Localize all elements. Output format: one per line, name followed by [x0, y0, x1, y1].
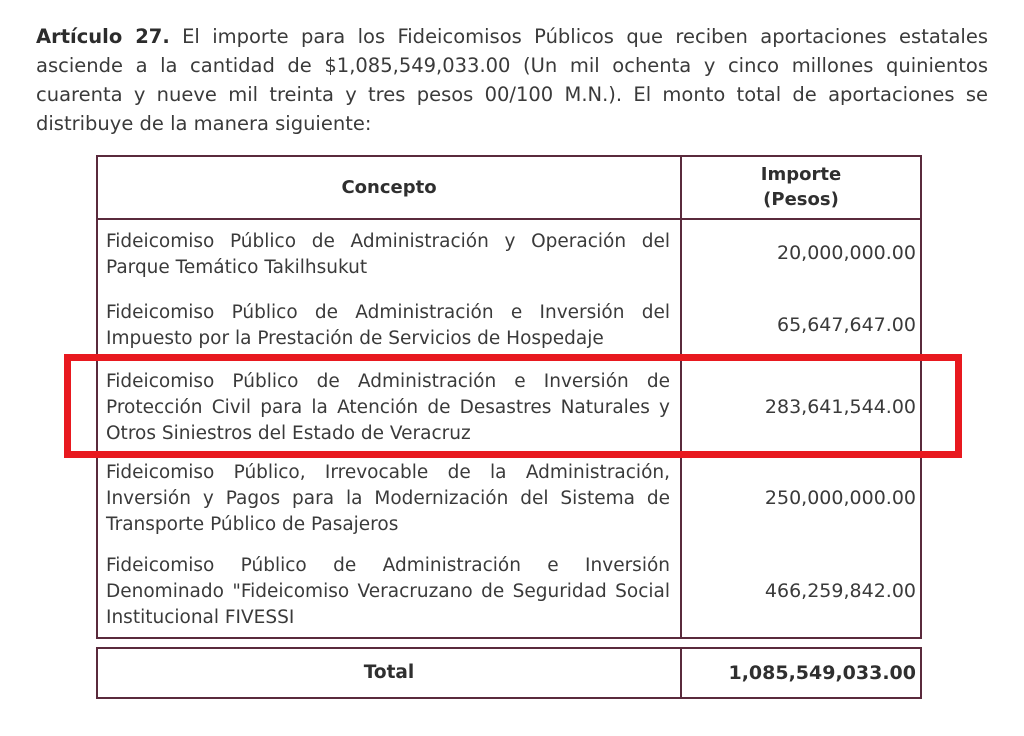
table-row-concepto: Fideicomiso Público de Administración y Operación del Parque Temático Takilhsukut: [106, 231, 670, 278]
header-importe-line2: (Pesos): [763, 189, 839, 210]
header-importe: [682, 162, 920, 212]
table-row-importe: 466,259,842.00: [764, 580, 916, 602]
article-paragraph: [36, 22, 988, 138]
article-heading: Artículo 27.: [36, 25, 170, 48]
table-row-importe: 283,641,544.00: [764, 396, 916, 418]
total-value: 1,085,549,033.00: [728, 662, 916, 684]
total-label: Total: [363, 662, 415, 683]
table-row-importe: 250,000,000.00: [764, 487, 916, 509]
table-row-concepto: Fideicomiso Público de Administración e Inversión Denominado "Fideicomiso Veracruzano de Seguridad Social Institucional FIVESSI: [106, 555, 670, 628]
table-row-concepto: Fideicomiso Público de Administración e Inversión del Impuesto por la Prestación de Servicios de Hospedaje: [106, 302, 670, 349]
header-importe-line1: Importe: [760, 164, 842, 185]
article-body: El importe para los Fideicomisos Públicos que reciben aportaciones estatales asciende a la cantidad de $1,085,549,033.00 (Un mil ochenta y cinco millones quinientos cuarenta y nueve mil treinta y tres pesos 00/100 M.N.). El monto total de aportaciones se distribuye de la manera siguiente:: [36, 25, 988, 135]
table-row-concepto: Fideicomiso Público, Irrevocable de la Administración, Inversión y Pagos para la Modernización del Sistema de Transporte Público de Pasajeros: [106, 462, 670, 535]
table-row-concepto: Fideicomiso Público de Administración e Inversión de Protección Civil para la Atención de Desastres Naturales y Otros Siniestros del Estado de Veracruz: [106, 371, 670, 444]
table-row-importe: 65,647,647.00: [776, 314, 916, 336]
total-column-divider: [680, 647, 682, 699]
header-divider: [96, 218, 922, 220]
table-row-importe: 20,000,000.00: [776, 242, 916, 264]
header-concepto: Concepto: [341, 177, 437, 198]
highlight-box: [64, 354, 962, 458]
